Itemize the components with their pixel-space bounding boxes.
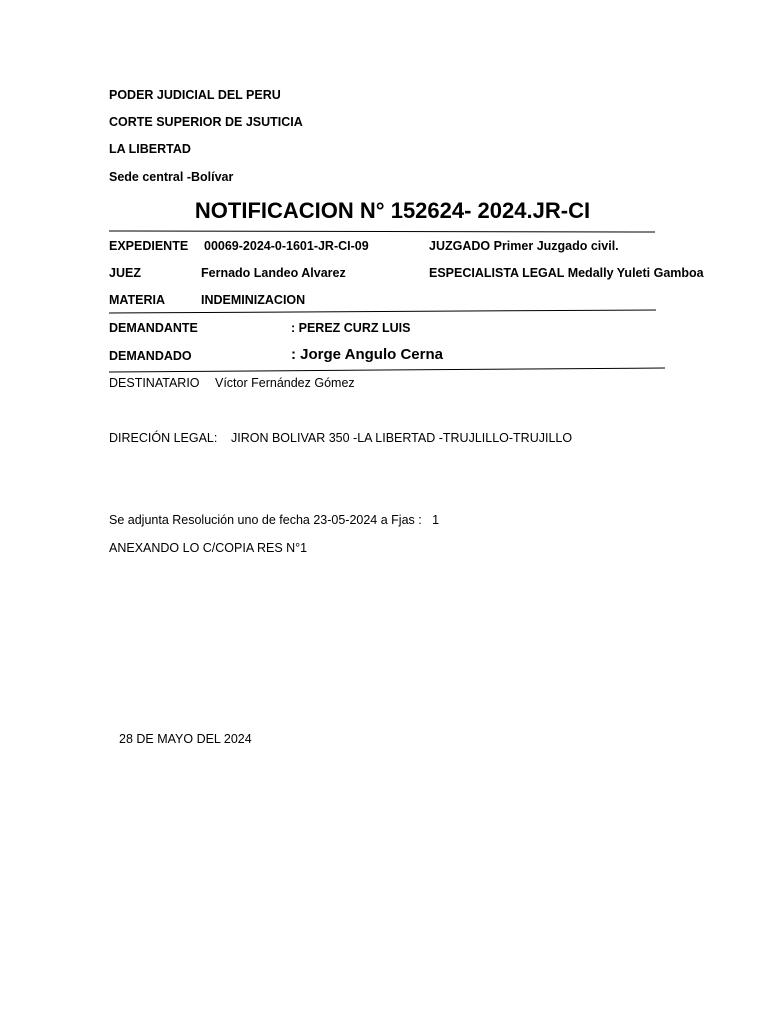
juzgado-label: JUZGADO [429, 239, 491, 253]
direccion-value: JIRON BOLIVAR 350 -LA LIBERTAD -TRUJLILLO-TRUJILLO [231, 431, 573, 445]
destinatario-value: Víctor Fernández Gómez [215, 376, 355, 390]
juez-label: JUEZ [109, 266, 141, 280]
divider-title [109, 231, 655, 232]
notification-title: NOTIFICACION N° 152624- 2024.JR-CI [194, 198, 591, 223]
annex-note: ANEXANDO LO C/COPIA RES N°1 [109, 541, 308, 555]
district-name: LA LIBERTAD [109, 142, 191, 156]
expediente-value: 00069-2024-0-1601-JR-CI-09 [204, 239, 369, 253]
direccion-label: DIRECIÓN LEGAL: [109, 431, 218, 445]
demandado-label: DEMANDADO [109, 349, 192, 363]
especialista-value: Medally Yuleti Gamboa [567, 266, 704, 280]
demandante-label: DEMANDANTE [109, 321, 198, 335]
juzgado-value: Primer Juzgado civil. [493, 239, 619, 253]
especialista-field [429, 265, 704, 281]
court-name: CORTE SUPERIOR DE JSUTICIA [109, 115, 303, 129]
divider-parties [109, 368, 665, 372]
institution-name: PODER JUDICIAL DEL PERU [109, 88, 281, 102]
materia-value: INDEMINIZACION [201, 293, 306, 307]
document-date: 28 DE MAYO DEL 2024 [119, 732, 252, 746]
demandante-value: : PEREZ CURZ LUIS [291, 321, 411, 335]
destinatario-label: DESTINATARIO [109, 376, 200, 390]
expediente-label: EXPEDIENTE [109, 239, 189, 253]
headquarters-name: Sede central -Bolívar [109, 170, 234, 184]
demandado-value: : Jorge Angulo Cerna [291, 346, 443, 363]
juzgado-field [429, 238, 619, 254]
resolution-note: Se adjunta Resolución uno de fecha 23-05-2024 a Fjas : 1 [109, 513, 440, 527]
materia-label: MATERIA [109, 293, 166, 307]
divider-case [109, 310, 656, 313]
juez-value: Fernado Landeo Alvarez [201, 266, 346, 280]
especialista-label: ESPECIALISTA LEGAL [429, 266, 565, 280]
